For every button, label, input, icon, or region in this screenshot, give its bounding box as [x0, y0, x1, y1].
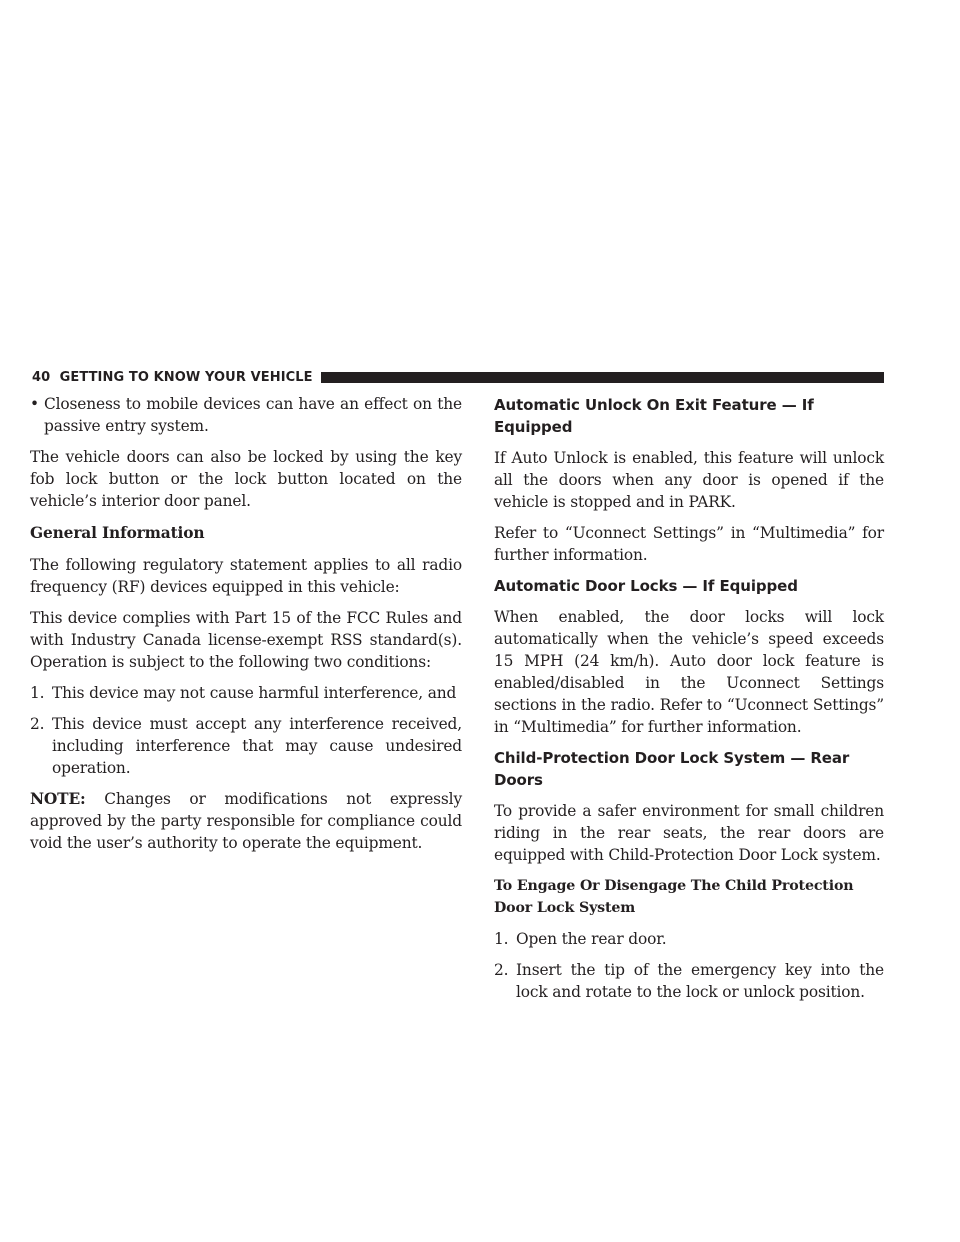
list-number: 1. — [494, 930, 509, 948]
note-paragraph — [30, 788, 462, 854]
page-header-text — [32, 370, 313, 385]
header-rule — [321, 372, 884, 383]
paragraph-key-fob: The vehicle doors can also be locked by using the key fob lock button or the lock button located on the vehicle’s interior door panel. — [30, 448, 462, 510]
paragraph-auto-door-locks: When enabled, the door locks will lock automatically when the vehicle’s speed exceeds 15 MPH (24 km/h). Auto door lock feature is enabled/disabled in the Uconnect Settings sections in the radio. Refer to “Uconnect Settings” in “Multimedia” for further information. — [494, 608, 884, 736]
note-label: NOTE: — [30, 790, 86, 808]
list-item — [30, 682, 462, 704]
paragraph-auto-unlock: If Auto Unlock is enabled, this feature will unlock all the doors when any door is opened if the vehicle is stopped and in PARK. — [494, 449, 884, 511]
list-item — [494, 928, 884, 950]
list-item — [30, 713, 462, 779]
list-text: Insert the tip of the emergency key into the lock and rotate to the lock or unlock position. — [516, 961, 884, 1001]
list-text: This device must accept any interference received, including interference that may cause undesired operation. — [52, 715, 462, 777]
list-number: 2. — [30, 715, 45, 733]
paragraph-child-protection: To provide a safer environment for small children riding in the rear seats, the rear doors are equipped with Child-Protection Door Lock system. — [494, 802, 884, 864]
heading-auto-door-locks: Automatic Door Locks — If Equipped — [494, 577, 798, 595]
page-header — [32, 368, 884, 386]
section-title: GETTING TO KNOW YOUR VEHICLE — [59, 369, 313, 385]
heading-auto-unlock: Automatic Unlock On Exit Feature — If Equipped — [494, 396, 814, 436]
subheading-engage: To Engage Or Disengage The Child Protection Door Lock System — [494, 878, 854, 916]
list-number: 2. — [494, 961, 509, 979]
page-number: 40 — [32, 369, 51, 385]
list-text: Open the rear door. — [516, 930, 667, 948]
list-text: This device may not cause harmful interference, and — [52, 684, 457, 702]
note-text: Changes or modifications not expressly approved by the party responsible for compliance could void the user’s authority to operate the equipment. — [30, 790, 462, 852]
list-item — [494, 959, 884, 1003]
paragraph-uconnect-ref: Refer to “Uconnect Settings” in “Multimedia” for further information. — [494, 524, 884, 564]
bullet-item — [30, 393, 462, 437]
bullet-text: Closeness to mobile devices can have an effect on the passive entry system. — [44, 395, 462, 435]
bullet-dot-icon: • — [30, 395, 39, 413]
right-column — [494, 393, 884, 1012]
heading-child-protection: Child-Protection Door Lock System — Rear Doors — [494, 749, 850, 789]
heading-general-information: General Information — [30, 524, 205, 542]
left-column — [30, 393, 462, 863]
paragraph-regulatory: The following regulatory statement applies to all radio frequency (RF) devices equipped in this vehicle: — [30, 556, 462, 596]
list-number: 1. — [30, 684, 45, 702]
paragraph-fcc: This device complies with Part 15 of the FCC Rules and with Industry Canada license-exempt RSS standard(s). Operation is subject to the following two conditions: — [30, 609, 462, 671]
